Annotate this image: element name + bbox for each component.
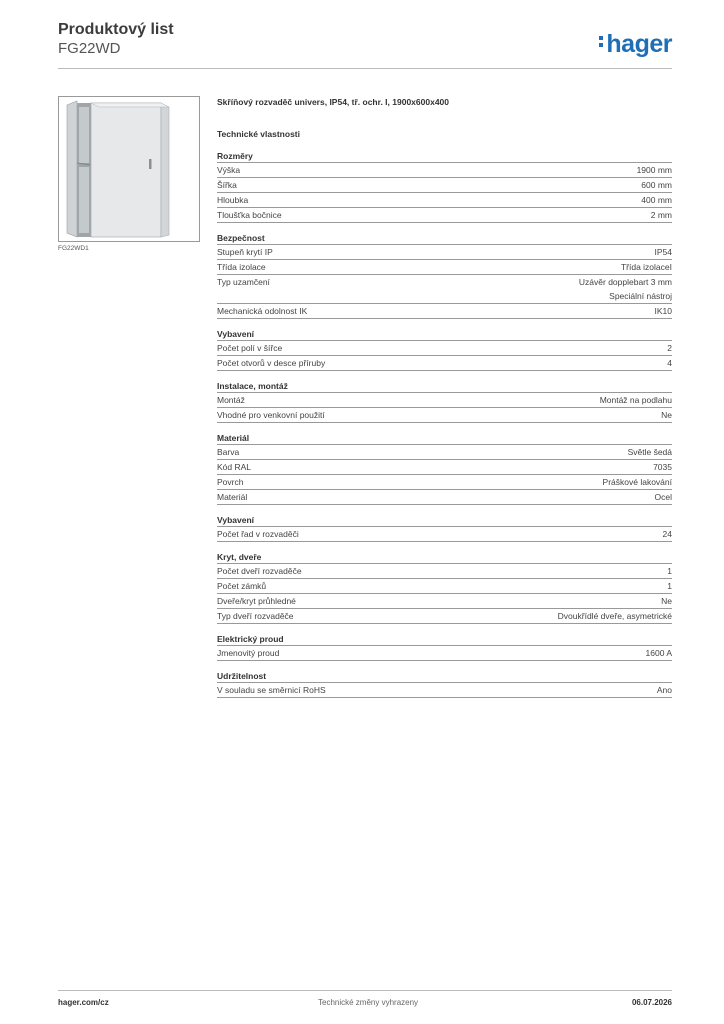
spec-row xyxy=(217,208,672,223)
spec-value-line: Dvoukřídlé dveře, asymetrické xyxy=(557,611,672,621)
spec-value xyxy=(661,594,672,608)
spec-value xyxy=(661,408,672,422)
spec-label: V souladu se směrnicí RoHS xyxy=(217,685,326,695)
spec-label: Typ dveří rozvaděče xyxy=(217,611,294,621)
spec-value-line: 600 mm xyxy=(641,180,672,190)
spec-label: Počet zámků xyxy=(217,581,267,591)
spec-value xyxy=(621,260,672,274)
spec-label: Povrch xyxy=(217,477,244,487)
spec-section xyxy=(217,551,672,624)
spec-row xyxy=(217,163,672,178)
spec-row xyxy=(217,245,672,260)
spec-row xyxy=(217,460,672,475)
spec-section xyxy=(217,150,672,223)
spec-value-line: Světle šedá xyxy=(627,447,672,457)
spec-section xyxy=(217,670,672,698)
page-title: Produktový list xyxy=(58,21,174,38)
spec-value xyxy=(603,475,672,489)
spec-value-line: 1900 mm xyxy=(636,165,672,175)
spec-value xyxy=(628,445,672,459)
spec-value xyxy=(657,683,672,697)
spec-section xyxy=(217,232,672,319)
spec-row xyxy=(217,683,672,698)
section-title: Materiál xyxy=(217,432,672,445)
spec-value-line: Uzávěr dopplebart 3 mm xyxy=(578,277,672,287)
spec-label: Tloušťka bočnice xyxy=(217,210,282,220)
spec-section xyxy=(217,633,672,661)
product-name: Skříňový rozvaděč univers, IP54, tř. ochr. I, 1900x600x400 xyxy=(217,97,449,107)
spec-label: Kód RAL xyxy=(217,462,252,472)
spec-content xyxy=(217,95,672,698)
spec-label: Hloubka xyxy=(217,195,249,205)
spec-value xyxy=(600,393,672,407)
spec-value xyxy=(641,178,672,192)
image-caption: FG22WD1 xyxy=(58,245,89,252)
page-header xyxy=(58,20,672,58)
spec-value-line: 400 mm xyxy=(641,195,672,205)
spec-label: Typ uzamčení xyxy=(217,277,270,287)
spec-value-line: 2 xyxy=(667,343,672,353)
spec-value xyxy=(651,208,672,222)
spec-value xyxy=(579,275,672,303)
spec-row xyxy=(217,646,672,661)
spec-label: Jmenovitý proud xyxy=(217,648,280,658)
spec-label: Výška xyxy=(217,165,241,175)
spec-value xyxy=(667,579,672,593)
spec-value xyxy=(655,245,673,259)
spec-row xyxy=(217,609,672,624)
spec-value xyxy=(667,356,672,370)
spec-row xyxy=(217,445,672,460)
section-title: Kryt, dveře xyxy=(217,551,672,564)
product-code: FG22WD xyxy=(58,40,121,57)
spec-row xyxy=(217,341,672,356)
spec-row xyxy=(217,408,672,423)
spec-value xyxy=(646,646,672,660)
spec-value xyxy=(637,163,672,177)
spec-section xyxy=(217,380,672,423)
spec-row xyxy=(217,178,672,193)
spec-value-line: 7035 xyxy=(653,462,672,472)
spec-value xyxy=(641,193,672,207)
spec-value-line: 2 mm xyxy=(650,210,672,220)
hager-logo: hager xyxy=(599,30,672,59)
spec-row xyxy=(217,564,672,579)
spec-section xyxy=(217,328,672,371)
spec-label: Mechanická odolnost IK xyxy=(217,306,308,316)
spec-label: Vhodné pro venkovní použití xyxy=(217,410,325,420)
spec-row xyxy=(217,356,672,371)
spec-row xyxy=(217,193,672,208)
spec-row xyxy=(217,260,672,275)
spec-value-line: Montáž na podlahu xyxy=(599,395,672,405)
spec-value-line: Ne xyxy=(661,410,672,420)
section-title: Rozměry xyxy=(217,150,672,163)
spec-row xyxy=(217,527,672,542)
spec-value-line: IP54 xyxy=(654,247,672,257)
spec-value-line: Práškové lakování xyxy=(602,477,672,487)
spec-value xyxy=(667,341,672,355)
spec-value-line: 1600 A xyxy=(645,648,672,658)
spec-value-line: 1 xyxy=(667,581,672,591)
footer-date: 06.07.2026 xyxy=(631,998,672,1007)
spec-row xyxy=(217,579,672,594)
spec-value xyxy=(558,609,672,623)
spec-row xyxy=(217,475,672,490)
spec-value-line: Třída izolaceI xyxy=(620,262,672,272)
spec-label: Počet polí v šířce xyxy=(217,343,283,353)
spec-value-line: 4 xyxy=(667,358,672,368)
section-title: Udržitelnost xyxy=(217,670,672,683)
spec-label: Stupeň krytí IP xyxy=(217,247,273,257)
spec-label: Šířka xyxy=(217,180,237,190)
spec-value-line: Ano xyxy=(656,685,672,695)
spec-section xyxy=(217,514,672,542)
logo-dots-icon xyxy=(599,33,604,50)
spec-label: Dveře/kryt průhledné xyxy=(217,596,296,606)
spec-value-line: Ocel xyxy=(654,492,672,502)
section-title: Vybavení xyxy=(217,514,672,527)
spec-label: Počet otvorů v desce příruby xyxy=(217,358,326,368)
spec-value-line: Speciální nástroj xyxy=(609,291,672,301)
spec-value-line: 1 xyxy=(667,566,672,576)
spec-value-line: Ne xyxy=(661,596,672,606)
spec-row xyxy=(217,490,672,505)
cabinet-enclosure-icon xyxy=(59,97,199,241)
spec-value xyxy=(655,304,673,318)
spec-section xyxy=(217,432,672,505)
spec-row xyxy=(217,275,672,304)
spec-row xyxy=(217,304,672,319)
section-title: Bezpečnost xyxy=(217,232,672,245)
spec-row xyxy=(217,393,672,408)
footer-note: Technické změny vyhrazeny xyxy=(318,998,419,1007)
spec-sections xyxy=(217,150,672,698)
spec-value xyxy=(653,460,672,474)
footer-divider xyxy=(58,990,672,991)
tech-heading: Technické vlastnosti xyxy=(217,129,300,139)
spec-value xyxy=(667,564,672,578)
spec-label: Montáž xyxy=(217,395,245,405)
spec-label: Počet řad v rozvaděči xyxy=(217,529,299,539)
section-title: Vybavení xyxy=(217,328,672,341)
section-title: Instalace, montáž xyxy=(217,380,672,393)
spec-label: Barva xyxy=(217,447,240,457)
spec-row xyxy=(217,594,672,609)
product-image xyxy=(58,96,200,242)
footer-website: hager.com/cz xyxy=(58,998,109,1007)
spec-value-line: IK10 xyxy=(654,306,672,316)
header-divider xyxy=(58,68,672,69)
spec-label: Materiál xyxy=(217,492,248,502)
spec-value xyxy=(655,490,672,504)
spec-label: Třída izolace xyxy=(217,262,266,272)
spec-value-line: 24 xyxy=(662,529,672,539)
spec-label: Počet dveří rozvaděče xyxy=(217,566,302,576)
spec-value xyxy=(663,527,672,541)
section-title: Elektrický proud xyxy=(217,633,672,646)
